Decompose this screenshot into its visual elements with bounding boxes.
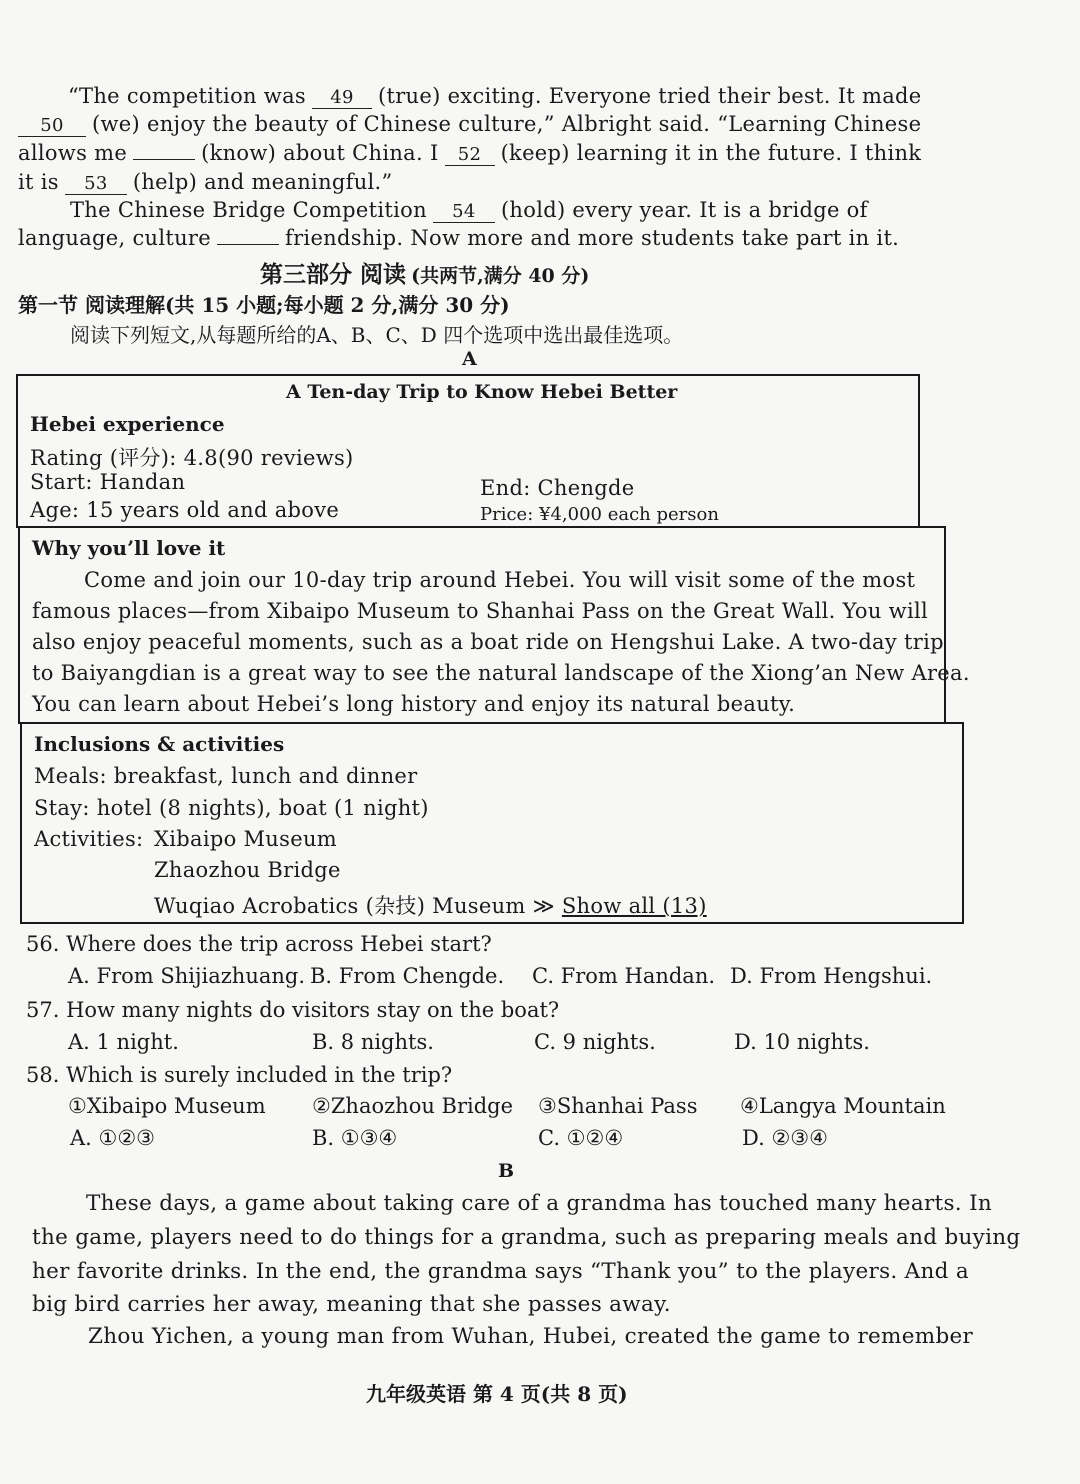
passage-b-line: the game, players need to do things for a grandma, such as preparing meals and buying bbox=[32, 1225, 1021, 1250]
cloze-text: language, culture bbox=[18, 226, 212, 250]
cloze-line-6 bbox=[18, 226, 899, 250]
why-line: to Baiyangdian is a great way to see the natural landscape of the Xiong’an New Area. bbox=[32, 661, 970, 685]
passage-b-line: These days, a game about taking care of a grandma has touched many hearts. In bbox=[86, 1191, 993, 1216]
item-58-1: ①Xibaipo Museum bbox=[68, 1094, 266, 1118]
blank-54: 54 bbox=[433, 201, 495, 223]
blank-53: 53 bbox=[65, 173, 127, 195]
option-58-c[interactable]: C. ①②④ bbox=[538, 1126, 624, 1150]
item-58-2: ②Zhaozhou Bridge bbox=[312, 1094, 514, 1118]
cloze-text: friendship. Now more and more students take part in it. bbox=[285, 226, 900, 250]
part3-heading bbox=[260, 256, 589, 289]
activity-item: Xibaipo Museum bbox=[154, 827, 337, 851]
why-line: famous places—from Xibaipo Museum to Shanhai Pass on the Great Wall. You will bbox=[32, 599, 929, 623]
cloze-text: The Chinese Bridge Competition bbox=[70, 198, 427, 222]
passage-b-line: big bird carries her away, meaning that she passes away. bbox=[32, 1292, 671, 1317]
cloze-line-5 bbox=[70, 198, 868, 223]
passage-b-line: her favorite drinks. In the end, the grandma says “Thank you” to the players. And a bbox=[32, 1259, 969, 1284]
info-box-why bbox=[18, 526, 970, 724]
activity-item-text: Wuqiao Acrobatics (杂技) Museum ≫ bbox=[154, 894, 555, 918]
option-58-d[interactable]: D. ②③④ bbox=[742, 1126, 828, 1150]
question-58-stem: 58. Which is surely included in the trip? bbox=[26, 1063, 453, 1087]
option-58-a[interactable]: A. ①②③ bbox=[70, 1126, 155, 1150]
show-all-link[interactable]: Show all (13) bbox=[561, 894, 707, 918]
passage-b-letter: B bbox=[498, 1160, 515, 1182]
end: End: Chengde bbox=[480, 476, 635, 500]
activities-label: Activities: bbox=[34, 827, 144, 851]
blank-51 bbox=[133, 159, 195, 160]
option-57-c[interactable]: C. 9 nights. bbox=[534, 1030, 656, 1054]
cloze-text: allows me bbox=[18, 141, 128, 165]
cloze-line-3 bbox=[18, 141, 921, 166]
option-56-b[interactable]: B. From Chengde. bbox=[310, 964, 505, 988]
item-58-3: ③Shanhai Pass bbox=[538, 1094, 698, 1118]
rating: Rating (评分): 4.8(90 reviews) bbox=[30, 446, 354, 470]
passage-b-line: Zhou Yichen, a young man from Wuhan, Hubei, created the game to remember bbox=[88, 1324, 974, 1349]
option-58-b[interactable]: B. ①③④ bbox=[312, 1126, 398, 1150]
why-line: also enjoy peaceful moments, such as a boat ride on Hengshui Lake. A two-day trip bbox=[32, 630, 944, 654]
cloze-line-2 bbox=[18, 112, 921, 137]
price: Price: ¥4,000 each person bbox=[480, 504, 719, 525]
option-57-a[interactable]: A. 1 night. bbox=[68, 1030, 179, 1054]
option-56-a[interactable]: A. From Shijiazhuang. bbox=[68, 964, 306, 988]
part3-note: (共两节,满分 40 分) bbox=[411, 265, 590, 287]
activity-item: Zhaozhou Bridge bbox=[154, 858, 341, 882]
cloze-text: (hold) every year. It is a bridge of bbox=[500, 198, 868, 222]
section1-heading: 第一节 阅读理解(共 15 小题;每小题 2 分,满分 30 分) bbox=[18, 293, 510, 317]
option-57-b[interactable]: B. 8 nights. bbox=[312, 1030, 434, 1054]
blank-50: 50 bbox=[18, 115, 86, 137]
option-56-c[interactable]: C. From Handan. bbox=[532, 964, 716, 988]
page-footer: 九年级英语 第 4 页(共 8 页) bbox=[366, 1382, 628, 1406]
option-56-d[interactable]: D. From Hengshui. bbox=[730, 964, 933, 988]
cloze-line-1 bbox=[68, 84, 922, 109]
why-line: You can learn about Hebei’s long history and enjoy its natural beauty. bbox=[32, 692, 796, 716]
part3-title: 第三部分 阅读 bbox=[260, 261, 407, 288]
option-57-d[interactable]: D. 10 nights. bbox=[734, 1030, 870, 1054]
info-box-inclusions bbox=[20, 722, 964, 924]
item-58-4: ④Langya Mountain bbox=[740, 1094, 946, 1118]
age: Age: 15 years old and above bbox=[30, 498, 340, 522]
blank-49: 49 bbox=[312, 87, 372, 109]
meals: Meals: breakfast, lunch and dinner bbox=[34, 764, 418, 788]
cloze-text: (know) about China. I bbox=[201, 141, 439, 165]
passage-a-letter: A bbox=[462, 348, 477, 370]
experience-heading: Hebei experience bbox=[30, 412, 225, 436]
box-title: A Ten-day Trip to Know Hebei Better bbox=[286, 381, 678, 403]
start: Start: Handan bbox=[30, 470, 186, 494]
cloze-line-4 bbox=[18, 170, 393, 195]
why-line: Come and join our 10-day trip around Hebei. You will visit some of the most bbox=[84, 568, 916, 592]
cloze-text: (help) and meaningful.” bbox=[132, 170, 393, 194]
blank-55 bbox=[217, 244, 279, 245]
instruction: 阅读下列短文,从每题所给的A、B、C、D 四个选项中选出最佳选项。 bbox=[70, 323, 684, 347]
stay: Stay: hotel (8 nights), boat (1 night) bbox=[34, 796, 429, 820]
cloze-text: “The competition was bbox=[68, 84, 306, 108]
inclusions-heading: Inclusions & activities bbox=[34, 732, 285, 756]
cloze-text: it is bbox=[18, 170, 59, 194]
cloze-text: (keep) learning it in the future. I think bbox=[500, 141, 922, 165]
question-56-stem: 56. Where does the trip across Hebei start? bbox=[26, 932, 492, 956]
why-heading: Why you’ll love it bbox=[32, 536, 226, 560]
info-box-top bbox=[16, 374, 920, 528]
cloze-text: (we) enjoy the beauty of Chinese culture,” Albright said. “Learning Chinese bbox=[92, 112, 922, 136]
cloze-text: (true) exciting. Everyone tried their best. It made bbox=[377, 84, 922, 108]
blank-52: 52 bbox=[445, 144, 495, 166]
question-57-stem: 57. How many nights do visitors stay on the boat? bbox=[26, 998, 560, 1022]
activity-item bbox=[154, 890, 707, 920]
